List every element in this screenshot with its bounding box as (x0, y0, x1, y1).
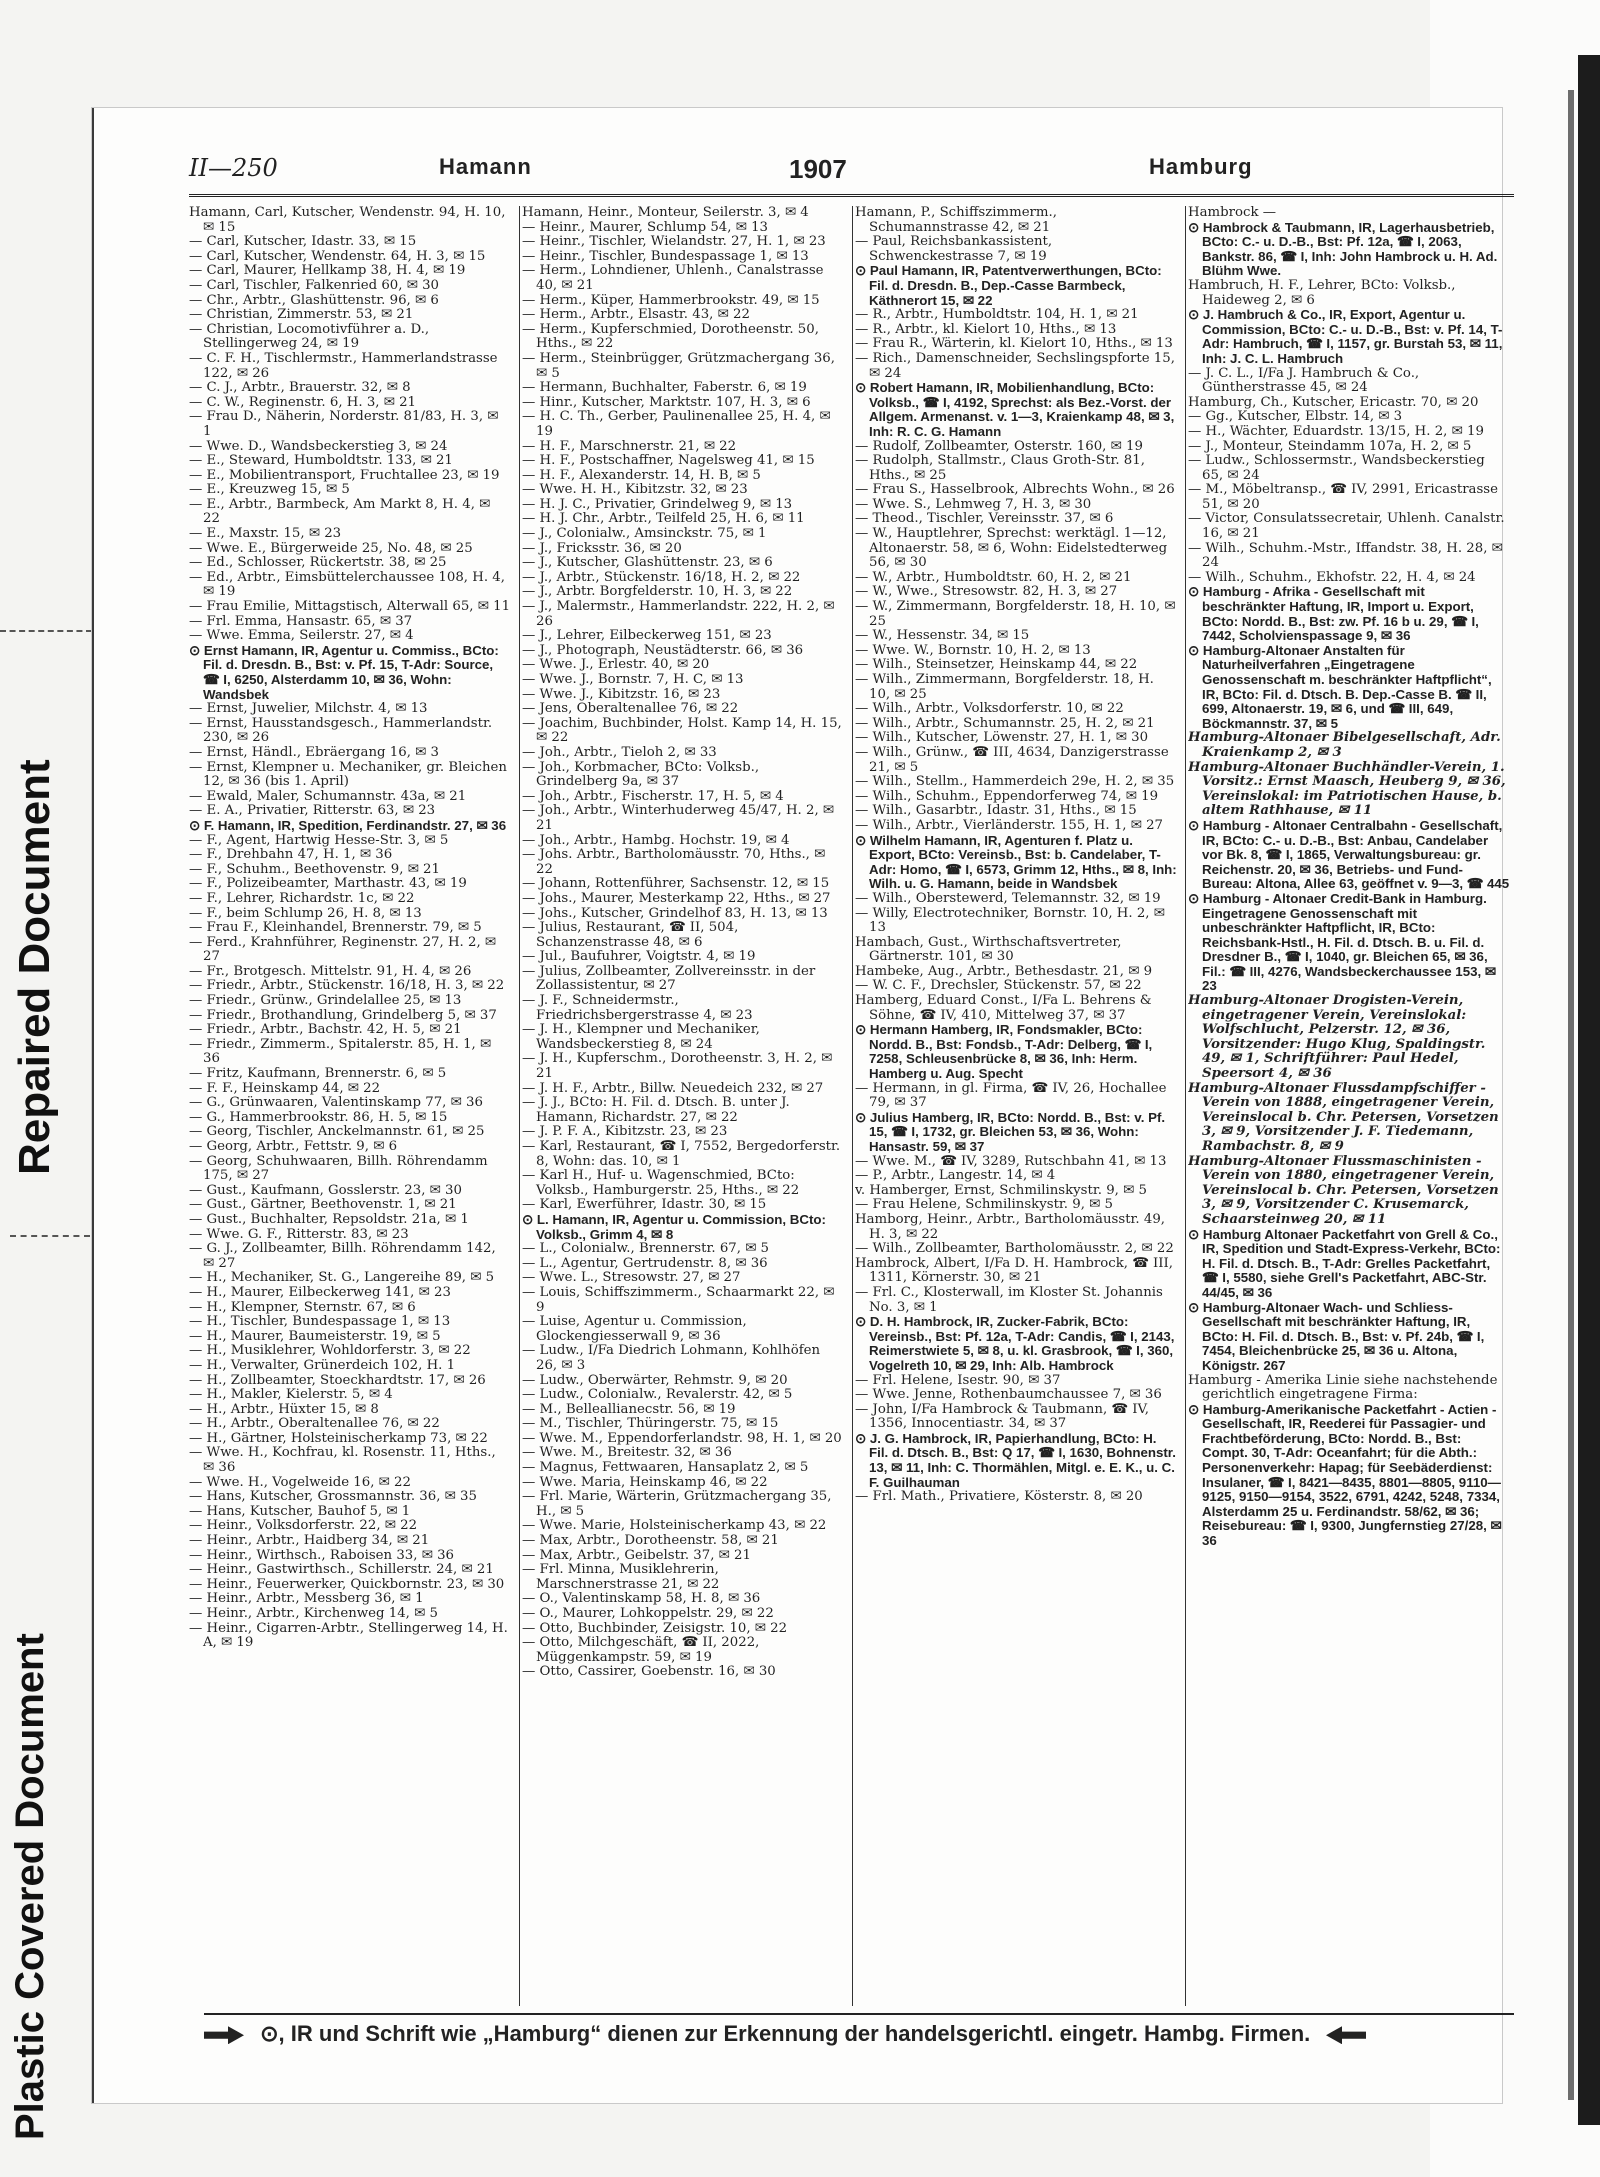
directory-entry: — Fr., Brotgesch. Mittelstr. 91, H. 4, ✉ 26 (189, 963, 472, 979)
directory-entry: Hamann, P., Schiffszimmerm., Schumannstrasse 42, ✉ 21 (855, 206, 1057, 235)
directory-entry: — Friedr., Zimmerm., Spitalerstr. 85, H. 1, ✉ 36 (189, 1036, 492, 1067)
directory-entry: ⊙ Hamburg-Amerikanische Packetfahrt - Actien - Gesellschaft, IR, Reederei für Passagier- und Frachtbeförderung, BCto: Nordd. B., Bst: Compt. 30, T-Adr: Oceanfahrt; für die Abth.: Personenverkehr: Hapag; für Seebäderdienst: Insulaner, ☎ I, 8421—8435, 8801—8805, 9110—9125, 9150—9154, 3522, 6791, 4242, 5248, 7334, Alsterdamm 25 u. Ferdinandstr. 58/62, ✉ 36; Reisebureau: ☎ I, 9300, Jungfernstieg 27/28, ✉ 36 (1188, 1401, 1502, 1549)
directory-entry: — Fritz, Kaufmann, Brennerstr. 6, ✉ 5 (189, 1066, 447, 1082)
directory-entry: — Johs., Maurer, Mesterkamp 22, Hths., ✉ 27 (522, 890, 831, 906)
directory-entry: — Friedr., Arbtr., Bachstr. 42, H. 5, ✉ 21 (189, 1022, 462, 1038)
directory-entry: — Gg., Kutscher, Elbstr. 14, ✉ 3 (1188, 409, 1403, 425)
directory-entry: — H. F., Alexanderstr. 14, H. B, ✉ 5 (522, 467, 761, 483)
directory-entry: — Wwe. Emma, Seilerstr. 27, ✉ 4 (189, 628, 414, 644)
directory-entry: — J., Malermstr., Hammerlandstr. 222, H. 2, ✉ 26 (522, 599, 835, 629)
directory-entry: — Wilh., Arbtr., Vierländerstr. 155, H. 1, ✉ 27 (855, 817, 1164, 833)
directory-entry: — Wilh., Arbtr., Schumannstr. 25, H. 2, ✉ 21 (855, 715, 1155, 731)
directory-entry: — Ewald, Maler, Schumannstr. 43a, ✉ 21 (189, 788, 467, 804)
directory-entry: — Julius, Restaurant, ☎ II, 504, Schanzenstrasse 48, ✉ 6 (522, 920, 739, 950)
directory-entry: — Wwe. M., Breitestr. 32, ✉ 36 (522, 1445, 732, 1461)
directory-entry: — Johs. Arbtr., Bartholomäusstr. 70, Hths., ✉ 22 (522, 847, 826, 877)
directory-entry: — E. A., Privatier, Ritterstr. 63, ✉ 23 (189, 803, 436, 819)
directory-entry: — Wwe. M., ☎ IV, 3289, Rutschbahn 41, ✉ 13 (855, 1153, 1167, 1169)
directory-entry: — J., Colonialw., Amsinckstr. 75, ✉ 1 (522, 526, 767, 542)
directory-entry: — J., Lehrer, Eilbeckerweg 151, ✉ 23 (522, 628, 772, 644)
directory-entry: — W. C. F., Drechsler, Stückenstr. 57, ✉ 22 (855, 978, 1142, 994)
directory-entry: — M., Belleallianecstr. 56, ✉ 19 (522, 1401, 736, 1417)
directory-entry: — Wilh., Oberstewerd, Telemannstr. 32, ✉ 19 (855, 890, 1161, 906)
directory-entry: — F., Schuhm., Beethovenstr. 9, ✉ 21 (189, 861, 440, 877)
directory-entry: Hamborg, Heinr., Arbtr., Bartholomäusstr. 49, H. 3, ✉ 22 (855, 1211, 1166, 1242)
directory-entry: — Heinr., Arbtr., Messberg 36, ✉ 1 (189, 1591, 424, 1607)
directory-entry: — J., Fricksstr. 36, ✉ 20 (522, 540, 682, 556)
page-footer (204, 2013, 1514, 2061)
directory-entry: — Christian, Zimmerstr. 53, ✉ 21 (189, 307, 414, 323)
directory-entry: — Magnus, Fettwaaren, Hansaplatz 2, ✉ 5 (522, 1460, 809, 1476)
directory-entry: — L., Colonialw., Brennerstr. 67, ✉ 5 (522, 1241, 770, 1257)
directory-entry: — Hermann, in gl. Firma, ☎ IV, 26, Hochallee 79, ✉ 37 (855, 1080, 1167, 1111)
directory-entry: v. Hamberger, Ernst, Schmilinskystr. 9, ✉ 5 (855, 1182, 1147, 1198)
directory-entry: — Ludw., Oberwärter, Rehmstr. 9, ✉ 20 (522, 1372, 788, 1388)
directory-entry: Hamburg-Altonaer Flussdampfschiffer - Verein von 1888, eingetragener Verein, Vereinslocal b. Chr. Petersen, Vorsetzen 3, ✉ 9, Vorsitzender J. F. Tiedemann, Rambachstr. 8, ✉ 9 (1188, 1080, 1499, 1154)
directory-entry: ⊙ Robert Hamann, IR, Mobilienhandlung, BCto: Volksb., ☎ I, 4192, Sprechst: als Bez.-Vorst. der Allgem. Armenanst. v. 1—3, Kraienkamp 48, ✉ 3, Inh: R. C. G. Hamann (855, 380, 1175, 439)
directory-entry: — Joachim, Buchbinder, Holst. Kamp 14, H. 15, ✉ 22 (522, 715, 842, 746)
directory-entry: — Wilh., Steinsetzer, Heinskamp 44, ✉ 22 (855, 657, 1138, 673)
directory-entry: — Frl. Helene, Isestr. 90, ✉ 37 (855, 1372, 1061, 1388)
directory-entry: — Frau Helene, Schmilinskystr. 9, ✉ 5 (855, 1197, 1113, 1213)
directory-entry: — Wwe. M., Eppendorferlandstr. 98, H. 1, ✉ 20 (522, 1430, 842, 1446)
directory-entry: — Wwe. L., Stresowstr. 27, ✉ 27 (522, 1270, 741, 1286)
directory-entry: — Wilh., Schuhm.-Mstr., Iffandstr. 38, H. 28, ✉ 24 (1188, 540, 1503, 571)
directory-entry: — J. C. L., I/Fa J. Hambruch & Co., Güntherstrasse 45, ✉ 24 (1188, 365, 1420, 396)
directory-entry: — Heinr., Wirthsch., Raboisen 33, ✉ 36 (189, 1547, 455, 1563)
directory-entry: — H., Maurer, Baumeisterstr. 19, ✉ 5 (189, 1328, 441, 1344)
directory-entry: — Wwe. Marie, Holsteinischerkamp 43, ✉ 22 (522, 1518, 827, 1534)
directory-entry: — W., Arbtr., Humboldtstr. 60, H. 2, ✉ 21 (855, 569, 1132, 585)
directory-entry: — J. H., Kupferschm., Dorotheenstr. 3, H. 2, ✉ 21 (522, 1051, 833, 1082)
directory-entry: — Herm., Küper, Hammerbrookstr. 49, ✉ 15 (522, 292, 820, 308)
directory-entry: — Joh., Arbtr., Fischerstr. 17, H. 5, ✉ 4 (522, 788, 784, 804)
directory-entry: Hamburg-Altonaer Drogisten-Verein, eingetragener Verein, Vereinslokal: Wolfschlucht, Pelzerstr. 12, ✉ 36, Vorsitzender: Hugo Klug, Spaldingstr. 49, ✉ 1, Schriftführer: Paul Hedel, Speersort 4, ✉ 36 (1188, 993, 1486, 1082)
pointing-hand-icon (1326, 2026, 1366, 2044)
directory-entry: — Wilh., Zollbeamter, Bartholomäusstr. 2, ✉ 22 (855, 1241, 1174, 1257)
directory-entry: — Ed., Arbtr., Eimsbüttelerchaussee 108, H. 4, ✉ 19 (189, 569, 505, 600)
directory-entry: — Heinr., Arbtr., Kirchenweg 14, ✉ 5 (189, 1606, 438, 1621)
directory-entry: — Wwe. H., Kochfrau, kl. Rosenstr. 11, Hths., ✉ 36 (189, 1445, 496, 1476)
directory-entry: — Frau Emilie, Mittagstisch, Alterwall 65, ✉ 11 (189, 599, 511, 615)
header-name: Hamann (439, 154, 532, 179)
directory-entry: — Rudolph, Stallmstr., Claus Groth-Str. 81, Hths., ✉ 25 (855, 453, 1145, 483)
directory-entry: — Carl, Maurer, Hellkamp 38, H. 4, ✉ 19 (189, 263, 466, 279)
directory-entry: — H. F., Postschaffner, Nagelsweg 41, ✉ 15 (522, 453, 815, 469)
directory-entry: — Frl. Math., Privatiere, Kösterstr. 8, ✉ 20 (855, 1489, 1143, 1505)
cut-line (0, 630, 92, 632)
directory-entry: — Frau S., Hasselbrook, Albrechts Wohn., ✉ 26 (855, 482, 1175, 498)
directory-entry: — E., Arbtr., Barmbeck, Am Markt 8, H. 4, ✉ 22 (189, 496, 491, 527)
directory-entry: — Gust., Buchhalter, Repsoldstr. 21a, ✉ 1 (189, 1211, 469, 1227)
directory-entry: Hamburg-Altonaer Buchhändler-Verein, 1. Vorsitz.: Ernst Maasch, Heuberg 9, ✉ 36, Vereinslokal: im Patriotischen Hause, b. altem Rathhause, ✉ 11 (1188, 759, 1506, 819)
directory-entry: — Wilh., Zimmermann, Borgfelderstr. 18, H. 10, ✉ 25 (855, 672, 1154, 702)
directory-entry: — Herm., Lohndiener, Uhlenh., Canalstrasse 40, ✉ 21 (522, 263, 824, 293)
column-1 (189, 206, 511, 2006)
directory-entry: — W., Zimmermann, Borgfelderstr. 18, H. 10, ✉ 25 (855, 599, 1176, 629)
directory-entry: — Julius, Zollbeamter, Zollvereinsstr. in der Zollassistentur, ✉ 27 (522, 963, 816, 994)
directory-entry: — F., beim Schlump 26, H. 8, ✉ 13 (189, 905, 422, 921)
directory-entry: — Joh., Arbtr., Hambg. Hochstr. 19, ✉ 4 (522, 832, 790, 848)
directory-entry: — H., Makler, Kielerstr. 5, ✉ 4 (189, 1387, 393, 1403)
directory-entry: — Heinr., Arbtr., Haidberg 34, ✉ 21 (189, 1533, 430, 1549)
directory-entry: — Wwe. J., Bornstr. 7, H. C, ✉ 13 (522, 672, 744, 687)
directory-entry: — Heinr., Feuerwerker, Quickbornstr. 23, ✉ 30 (189, 1576, 505, 1592)
directory-entry: ⊙ J. Hambruch & Co., IR, Export, Agentur u. Commission, BCto: C.- u. D.-B., Bst: v. Pf. 14, T-Adr: Hambruch, ☎ I, 1157, gr. Burstah 53, ✉ 11, Inh: J. C. L. Hambruch (1188, 307, 1503, 366)
directory-entry: — Otto, Milchgeschäft, ☎ II, 2022, Müggenkampstr. 59, ✉ 19 (522, 1635, 760, 1665)
directory-entry: — Wilh., Gasarbtr., Idastr. 31, Hths., ✉ 15 (855, 803, 1137, 819)
directory-entry: — Joh., Arbtr., Tieloh 2, ✉ 33 (522, 744, 717, 760)
directory-entry: — F., Agent, Hartwig Hesse-Str. 3, ✉ 5 (189, 832, 449, 848)
directory-entry: — C. W., Reginenstr. 6, H. 3, ✉ 21 (189, 394, 417, 410)
directory-entry: — H., Tischler, Bundespassage 1, ✉ 13 (189, 1314, 451, 1330)
directory-entry: Hamburg-Altonaer Bibelgesellschaft, Adr. Kraienkamp 2, ✉ 3 (1188, 730, 1501, 760)
directory-entry: — Jens, Oberaltenallee 76, ✉ 22 (522, 701, 739, 717)
directory-entry: — Friedr., Grünw., Grindelallee 25, ✉ 13 (189, 993, 462, 1009)
directory-entry: — Louis, Schiffszimmerm., Schaarmarkt 22, ✉ 9 (522, 1284, 835, 1315)
repaired-document-label: Repaired Document (10, 759, 59, 1175)
directory-entry: — H., Mechaniker, St. G., Langereihe 89, ✉ 5 (189, 1270, 495, 1286)
directory-entry: ⊙ Hamburg-Altonaer Wach- und Schliess-Gesellschaft mit beschränkter Haftung, IR, BCto: H. Fil. d. Dtsch. B., Bst: v. Pf. 24b, ☎ I, 7454, Bleichenbrücke 25, ✉ 36 u. Altona, Königstr. 267 (1188, 1299, 1485, 1373)
directory-entry: Hambeke, Aug., Arbtr., Bethesdastr. 21, ✉ 9 (855, 963, 1153, 979)
directory-entry: — R., Arbtr., Humboldtstr. 104, H. 1, ✉ 21 (855, 307, 1139, 323)
directory-entry: ⊙ Hamburg-Altonaer Anstalten für Naturheilverfahren „Eingetragene Genossenschaft m. beschränkter Haftpflicht“, IR, BCto: Fil. d. Dtsch. B. Dep.-Casse B. ☎ II, 699, Altonaerstr. 19, ✉ 6, und ☎ III, 649, Böckmannstr. 37, ✉ 5 (1188, 642, 1492, 731)
directory-entry: — J., Kutscher, Glashüttenstr. 23, ✉ 6 (522, 555, 773, 571)
directory-entry: ⊙ Hamburg Altonaer Packetfahrt von Grell & Co., IR, Spedition und Stadt-Express-Verkehr, BCto: H. Fil. d. Dtsch. B., T-Adr: Grelles Packetfahrt, ☎ I, 5580, siehe Grell's Packetfahrt, ABC-Str. 44/45, ✉ 36 (1188, 1226, 1501, 1300)
directory-entry: — Friedr., Arbtr., Stückenstr. 16/18, H. 3, ✉ 22 (189, 978, 505, 994)
directory-entry: — Otto, Buchbinder, Zeisigstr. 10, ✉ 22 (522, 1620, 788, 1636)
header-year: 1907 (789, 154, 847, 184)
directory-entry: — Chr., Arbtr., Glashüttenstr. 96, ✉ 6 (189, 292, 439, 308)
directory-entry: ⊙ Hamburg - Afrika - Gesellschaft mit beschränkter Haftung, IR, Import u. Export, BCto: Nordd. B., Bst: zw. Pf. 16 b u. 29, ☎ I, 7442, Scholvienspassage 9, ✉ 36 (1188, 584, 1479, 644)
directory-entry: — Karl, Restaurant, ☎ I, 7552, Bergedorferstr. 8, Wohn: das. 10, ✉ 1 (522, 1139, 841, 1169)
directory-entry: — H., Arbtr., Oberaltenallee 76, ✉ 22 (189, 1416, 440, 1432)
directory-entry: — Frl. Marie, Wärterin, Grützmachergang 35, H., ✉ 5 (522, 1489, 832, 1519)
directory-entry: ⊙ L. Hamann, IR, Agentur u. Commission, BCto: Volksb., Grimm 4, ✉ 8 (522, 1211, 826, 1242)
directory-entry: — J. J., BCto: H. Fil. d. Dtsch. B. unter J. Hamann, Richardstr. 27, ✉ 22 (522, 1095, 790, 1125)
directory-entry: — Wwe. D., Wandsbeckerstieg 3, ✉ 24 (189, 438, 448, 454)
directory-entry: — Wwe. Maria, Heinskamp 46, ✉ 22 (522, 1474, 768, 1490)
directory-entry: — Wilh., Grünw., ☎ III, 4634, Danzigerstrasse 21, ✉ 5 (855, 744, 1169, 775)
column-3 (855, 206, 1177, 2006)
directory-entry: — Ernst, Hausstandsgesch., Hammerlandstr. 230, ✉ 26 (189, 715, 493, 746)
directory-entry: — Karl, Ewerführer, Idastr. 30, ✉ 15 (522, 1197, 767, 1213)
directory-entry: — Frl. C., Klosterwall, im Kloster St. Johannis No. 3, ✉ 1 (855, 1284, 1163, 1315)
cut-line-2 (10, 1235, 90, 1237)
directory-entry: — H. J. Chr., Arbtr., Teilfeld 25, H. 6, ✉ 11 (522, 511, 805, 527)
directory-entry: — E., Maxstr. 15, ✉ 23 (189, 526, 342, 542)
directory-entry: — Wilh., Arbtr., Volksdorferstr. 10, ✉ 22 (855, 701, 1124, 717)
directory-entry: — J., Arbtr. Borgfelderstr. 10, H. 3, ✉ 22 (522, 584, 793, 600)
directory-entry: — G., Hammerbrookstr. 86, H. 5, ✉ 15 (189, 1109, 448, 1125)
column-2 (522, 206, 844, 2006)
directory-entry: Hamberg, Eduard Const., I/Fa L. Behrens & Söhne, ☎ IV, 410, Mittelweg 37, ✉ 37 (855, 993, 1152, 1023)
directory-entry: ⊙ Hamburg - Altonaer Credit-Bank in Hamburg. Eingetragene Genossenschaft mit unbeschränkter Haftpflicht, IR, BCto: Reichsbank-Hstl., H. Fil. d. Dtsch. B. u. Fil. d. Dresdner B., ☎ I, 1040, gr. Bleichen 65, ✉ 36, Fil.: ☎ III, 4276, Wandsbeckerchaussee 153, ✉ 23 (1188, 890, 1497, 994)
directory-entry: — Heinr., Cigarren-Arbtr., Stellingerweg 14, H. A, ✉ 19 (189, 1620, 508, 1651)
directory-entry: — Wilh., Schuhm., Eppendorferweg 74, ✉ 19 (855, 788, 1159, 804)
directory-entry: — Wwe. W., Bornstr. 10, H. 2, ✉ 13 (855, 642, 1091, 658)
directory-entry: — Hans, Kutscher, Bauhof 5, ✉ 1 (189, 1503, 411, 1519)
directory-entry: — H., Klempner, Sternstr. 67, ✉ 6 (189, 1299, 416, 1315)
directory-entry: — Wwe. G. F., Ritterstr. 83, ✉ 23 (189, 1226, 409, 1242)
directory-page (92, 108, 1510, 2103)
directory-entry: — W., Hessenstr. 34, ✉ 15 (855, 628, 1030, 644)
directory-entry: — Georg, Arbtr., Fettstr. 9, ✉ 6 (189, 1139, 398, 1154)
directory-entry: — Gust., Kaufmann, Gosslerstr. 23, ✉ 30 (189, 1182, 462, 1198)
directory-entry: — H., Maurer, Eilbeckerweg 141, ✉ 23 (189, 1284, 451, 1300)
directory-entry: Hamann, Heinr., Monteur, Seilerstr. 3, ✉ 4 (522, 206, 809, 220)
directory-entry: Hambruch, H. F., Lehrer, BCto: Volksb., Haideweg 2, ✉ 6 (1188, 277, 1456, 308)
directory-entry: — Wwe. Jenne, Rothenbaumchaussee 7, ✉ 36 (855, 1387, 1162, 1403)
directory-entry: — Carl, Tischler, Falkenried 60, ✉ 30 (189, 277, 439, 293)
plastic-covered-label: Plastic Covered Document (8, 1633, 52, 2140)
directory-entry: — G. J., Zollbeamter, Billh. Röhrendamm 142, ✉ 27 (189, 1241, 496, 1271)
directory-entry: — Ernst, Händl., Ebräergang 16, ✉ 3 (189, 744, 439, 760)
pointing-hand-icon (204, 2026, 244, 2044)
directory-entry: — Rudolf, Zollbeamter, Osterstr. 160, ✉ 19 (855, 438, 1143, 454)
directory-entry: — M., Tischler, Thüringerstr. 75, ✉ 15 (522, 1416, 779, 1432)
directory-entry: — Wwe. J., Kibitzstr. 16, ✉ 23 (522, 686, 721, 702)
directory-entry: — Ferd., Krahnführer, Reginenstr. 27, H. 2, ✉ 27 (189, 934, 497, 965)
directory-entry: — H. J. C., Privatier, Grindelweg 9, ✉ 13 (522, 496, 793, 512)
dark-edge-band (1578, 55, 1600, 2125)
directory-entry: — Paul, Reichsbankassistent, Schwenckestrasse 7, ✉ 19 (855, 234, 1053, 264)
directory-entry: ⊙ Ernst Hamann, IR, Agentur u. Commiss., BCto: Fil. d. Dresdn. B., Bst: v. Pf. 15, T-Adr: Source, ☎ I, 6250, Alsterdamm 10, ✉ 36, Wohn: Wandsbek (189, 642, 499, 702)
directory-entry: Hambrock, Albert, I/Fa D. H. Hambrock, ☎ III, 1311, Körnerstr. 30, ✉ 21 (855, 1255, 1173, 1286)
directory-entry: ⊙ Hamburg - Altonaer Centralbahn - Gesellschaft, IR, BCto: C.- u. D.-B., Bst: Anbau, Candelaber vor Bk. 8, ☎ I, 1865, Verwaltungsbureau: gr. Reichenstr. 20, ✉ 36, Betriebs- und Fund-Bureau: Altona, Allee 63, geöffnet v. 9—3, ☎ 445 (1188, 817, 1510, 892)
directory-entry: — Wilh., Kutscher, Löwenstr. 27, H. 1, ✉ 30 (855, 730, 1149, 746)
directory-entry: — Heinr., Gastwirthsch., Schillerstr. 24, ✉ 21 (189, 1562, 494, 1578)
directory-entry: — Wilh., Stellm., Hammerdeich 29e, H. 2, ✉ 35 (855, 774, 1175, 790)
spine-shadow (1568, 90, 1574, 2100)
directory-entry: Hamann, Carl, Kutscher, Wendenstr. 94, H. 10, ✉ 15 (189, 206, 506, 235)
directory-entry: — Karl H., Huf- u. Wagenschmied, BCto: Volksb., Hamburgerstr. 25, Hths., ✉ 22 (522, 1168, 800, 1198)
directory-entry: — G., Grünwaaren, Valentinskamp 77, ✉ 36 (189, 1095, 483, 1111)
directory-entry: — F., Drehbahn 47, H. 1, ✉ 36 (189, 847, 393, 863)
directory-entry: — F., Lehrer, Richardstr. 1c, ✉ 22 (189, 890, 415, 906)
directory-entry: — Victor, Consulatssecretair, Uhlenh. Canalstr. 16, ✉ 21 (1188, 511, 1505, 542)
directory-entry: — Rich., Damenschneider, Sechslingspforte 15, ✉ 24 (855, 350, 1175, 381)
directory-entry: — O., Maurer, Lohkoppelstr. 29, ✉ 22 (522, 1606, 774, 1621)
directory-entry: — Wwe. H. H., Kibitzstr. 32, ✉ 23 (522, 482, 748, 498)
directory-entry: — Ernst, Juwelier, Milchstr. 4, ✉ 13 (189, 701, 428, 717)
directory-entry: — C. F. H., Tischlermstr., Hammerlandstrasse 122, ✉ 26 (189, 350, 498, 381)
directory-entry: — Georg, Schuhwaaren, Billh. Röhrendamm 175, ✉ 27 (189, 1153, 488, 1184)
directory-entry: — Hermann, Buchhalter, Faberstr. 6, ✉ 19 (522, 380, 807, 396)
directory-entry: — F., Polizeibeamter, Marthastr. 43, ✉ 19 (189, 876, 467, 892)
directory-entry: — Ludw., Schlossermstr., Wandsbeckerstieg 65, ✉ 24 (1188, 453, 1485, 483)
directory-entry: — C. J., Arbtr., Brauerstr. 32, ✉ 8 (189, 380, 411, 396)
directory-entry: — Frl. Emma, Hansastr. 65, ✉ 37 (189, 613, 413, 629)
directory-entry: Hamburg, Ch., Kutscher, Ericastr. 70, ✉ 20 (1188, 394, 1479, 410)
directory-entry: — Max, Arbtr., Dorotheenstr. 58, ✉ 21 (522, 1533, 779, 1549)
directory-entry: Hamburg-Altonaer Flussmaschinisten - Verein von 1880, eingetragener Verein, Vereinslocal b. Chr. Petersen, Vorsetzen 3, ✉ 9, Vorsitzender C. Krusemarck, Schaarsteinweg 20, ✉ 11 (1188, 1153, 1499, 1227)
directory-entry: — Friedr., Brothandlung, Grindelberg 5, ✉ 37 (189, 1007, 497, 1023)
directory-entry: ⊙ Wilhelm Hamann, IR, Agenturen f. Platz u. Export, BCto: Vereinsb., Bst: b. Candelaber, T-Adr: Homo, ☎ I, 6573, Grimm 12, Hths., ✉ 8, Inh: Wilh. u. G. Hamann, beide in Wandsbek (855, 832, 1177, 892)
directory-entry: — Willy, Electrotechniker, Bornstr. 10, H. 2, ✉ 13 (855, 905, 1165, 936)
page-header (189, 148, 1514, 197)
directory-entry: — Max, Arbtr., Geibelstr. 37, ✉ 21 (522, 1547, 751, 1563)
directory-entry: ⊙ Paul Hamann, IR, Patentverwerthungen, BCto: Fil. d. Dresdn. B., Dep.-Casse Barmbeck, Käthnerort 15, ✉ 22 (855, 263, 1162, 308)
directory-entry: ⊙ J. G. Hambrock, IR, Papierhandlung, BCto: H. Fil. d. Dtsch. B., Bst: Q 17, ☎ I, 1630, Bohnenstr. 13, ✉ 11, Inh: C. Thormählen, Mitgl. e. E. K., u. C. F. Guilhauman (855, 1430, 1176, 1490)
directory-entry: — Ed., Schlosser, Rückertstr. 38, ✉ 25 (189, 555, 447, 571)
directory-entry: — Wwe. E., Bürgerweide 25, No. 48, ✉ 25 (189, 540, 473, 556)
directory-entry: — Herm., Arbtr., Elsastr. 43, ✉ 22 (522, 307, 750, 323)
directory-entry: — Johs., Kutscher, Grindelhof 83, H. 13, ✉ 13 (522, 905, 828, 921)
directory-entry: — Wwe. J., Erlestr. 40, ✉ 20 (522, 657, 710, 673)
directory-entry: — J. F., Schneidermstr., Friedrichsbergerstrasse 4, ✉ 23 (522, 993, 753, 1023)
directory-entry: — John, I/Fa Hambrock & Taubmann, ☎ IV, 1356, Innocentiastr. 34, ✉ 37 (855, 1401, 1149, 1432)
directory-entry: — H., Musiklehrer, Wohldorferstr. 3, ✉ 22 (189, 1343, 471, 1359)
side-label-area (0, 0, 92, 2177)
directory-entry: — P., Arbtr., Langestr. 14, ✉ 4 (855, 1168, 1056, 1184)
directory-entry: — H., Gärtner, Holsteinischerkamp 73, ✉ 22 (189, 1430, 488, 1446)
directory-entry: — Jul., Baufuhrer, Voigtstr. 4, ✉ 19 (522, 949, 756, 965)
directory-entry: — Johann, Rottenführer, Sachsenstr. 12, ✉ 15 (522, 876, 830, 892)
directory-entry: — J. H., Klempner und Mechaniker, Wandsbeckerstieg 8, ✉ 24 (522, 1022, 760, 1052)
directory-entry: — Joh., Korbmacher, BCto: Volksb., Grindelberg 9a, ✉ 37 (522, 759, 760, 790)
directory-entry: — Otto, Cassirer, Goebenstr. 16, ✉ 30 (522, 1664, 776, 1680)
directory-entry: ⊙ Hermann Hamberg, IR, Fondsmakler, BCto: Nordd. B., Bst: Fondsb., T-Adr: Delberg, ☎ I, 7258, Schleusenbrücke 8, ✉ 36, Inh: Herm. Hamberg u. Aug. Specht (855, 1022, 1153, 1082)
directory-entry: — Ludw., I/Fa Diedrich Lohmann, Kohlhöfen 26, ✉ 3 (522, 1343, 821, 1373)
directory-entry: — Heinr., Maurer, Schlump 54, ✉ 13 (522, 219, 769, 235)
directory-entry: — H., Verwalter, Grünerdeich 102, H. 1 (189, 1357, 456, 1373)
directory-entry: — W., Wwe., Stresowstr. 82, H. 3, ✉ 27 (855, 584, 1118, 600)
directory-entry: — Wwe. S., Lehmweg 7, H. 3, ✉ 30 (855, 496, 1092, 512)
directory-entry: — Herm., Steinbrügger, Grützmachergang 36, ✉ 5 (522, 350, 835, 381)
directory-entry: — H. F., Marschnerstr. 21, ✉ 22 (522, 438, 737, 454)
directory-entry: — J. P. F. A., Kibitzstr. 23, ✉ 23 (522, 1124, 728, 1140)
directory-entry: — Heinr., Volksdorferstr. 22, ✉ 22 (189, 1518, 418, 1534)
directory-entry: — Heinr., Tischler, Wielandstr. 27, H. 1, ✉ 23 (522, 234, 826, 250)
directory-entry: — Theod., Tischler, Vereinsstr. 37, ✉ 6 (855, 511, 1114, 527)
directory-entry: Hambrock — (1188, 206, 1277, 220)
directory-entry: — O., Valentinskamp 58, H. 8, ✉ 36 (522, 1591, 761, 1607)
directory-entry: — H., Wächter, Eduardstr. 13/15, H. 2, ✉ 19 (1188, 423, 1484, 439)
directory-entry: — Ernst, Klempner u. Mechaniker, gr. Bleichen 12, ✉ 36 (bis 1. April) (189, 759, 507, 790)
directory-entry: — H. C. Th., Gerber, Paulinenallee 25, H. 4, ✉ 19 (522, 409, 831, 439)
directory-entry: — Frl. Minna, Musiklehrerin, Marschnerstrasse 21, ✉ 22 (522, 1562, 720, 1592)
directory-entry: — Wilh., Schuhm., Ekhofstr. 22, H. 4, ✉ 24 (1188, 569, 1476, 585)
directory-entry: — L., Agentur, Gertrudenstr. 8, ✉ 36 (522, 1255, 768, 1271)
directory-entry: ⊙ F. Hamann, IR, Spedition, Ferdinandstr. 27, ✉ 36 (189, 817, 507, 833)
directory-entry: — Joh., Arbtr., Winterhuderweg 45/47, H. 2, ✉ 21 (522, 803, 835, 833)
directory-entry: — Hans, Kutscher, Grossmannstr. 36, ✉ 35 (189, 1489, 477, 1505)
directory-entry: — Hinr., Kutscher, Marktstr. 107, H. 3, ✉ 6 (522, 394, 811, 410)
directory-entry: — J. H. F., Arbtr., Billw. Neuedeich 232, ✉ 27 (522, 1080, 824, 1096)
directory-entry: — W., Hauptlehrer, Sprechst: werktägl. 1—12, Altonaerstr. 58, ✉ 6, Wohn: Eidelstedterweg 56, ✉ 30 (855, 526, 1168, 571)
directory-entry: — Heinr., Tischler, Bundespassage 1, ✉ 13 (522, 248, 809, 264)
columns (189, 206, 1519, 2006)
header-city: Hamburg (1149, 154, 1253, 179)
directory-entry: — J., Photograph, Neustädterstr. 66, ✉ 36 (522, 642, 804, 658)
directory-entry: — Ludw., Colonialw., Revalerstr. 42, ✉ 5 (522, 1387, 793, 1403)
directory-entry: — E., Kreuzweg 15, ✉ 5 (189, 482, 350, 498)
directory-entry: — F. F., Heinskamp 44, ✉ 22 (189, 1080, 381, 1096)
column-4 (1188, 206, 1510, 2006)
directory-entry: — Christian, Locomotivführer a. D., Stellingerweg 24, ✉ 19 (189, 321, 430, 352)
directory-entry: — Frau F., Kleinhandel, Brennerstr. 79, ✉ 5 (189, 920, 482, 936)
directory-entry: — J., Arbtr., Stückenstr. 16/18, H. 2, ✉ 22 (522, 569, 801, 585)
directory-entry: — Luise, Agentur u. Commission, Glockengiesserwall 9, ✉ 36 (522, 1314, 747, 1344)
directory-entry: ⊙ D. H. Hambrock, IR, Zucker-Fabrik, BCto: Vereinsb., Bst: Pf. 12a, T-Adr: Candis, ☎ I, 2143, Reimerstwiete 5, ✉ 8, u. kl. Grasbrook, ☎ I, 360, Vogelreth 10, ✉ 29, Inh: Alb. Hambrock (855, 1314, 1175, 1373)
directory-entry: — M., Möbeltransp., ☎ IV, 2991, Ericastrasse 51, ✉ 20 (1188, 482, 1499, 512)
directory-entry: — H., Zollbeamter, Stoeckhardtstr. 17, ✉ 26 (189, 1372, 486, 1388)
directory-entry: — Gust., Gärtner, Beethovenstr. 1, ✉ 21 (189, 1197, 457, 1213)
directory-entry: — J., Monteur, Steindamm 107a, H. 2, ✉ 5 (1188, 438, 1472, 454)
directory-entry: ⊙ Julius Hamberg, IR, BCto: Nordd. B., Bst: v. Pf. 15, ☎ I, 1732, gr. Bleichen 53, ✉ 36, Wohn: Hansastr. 59, ✉ 37 (855, 1109, 1166, 1154)
directory-entry: — Carl, Kutscher, Idastr. 33, ✉ 15 (189, 234, 417, 250)
directory-entry: — Frau R., Wärterin, kl. Kielort 10, Hths., ✉ 13 (855, 336, 1173, 352)
page-number: II—250 (189, 154, 278, 182)
directory-entry: ⊙ Hambrock & Taubmann, IR, Lagerhausbetrieb, BCto: C.- u. D.-B., Bst: Pf. 12a, ☎ I, 2063, Bankstr. 86, ☎ I, Inh: John Hambrock u. H. Ad. Blühm Wwe. (1188, 219, 1498, 279)
directory-entry: — Frau D., Näherin, Norderstr. 81/83, H. 3, ✉ 1 (189, 409, 499, 439)
directory-entry: — Georg, Tischler, Anckelmannstr. 61, ✉ 25 (189, 1124, 485, 1140)
directory-entry: — E., Mobilientransport, Fruchtallee 23, ✉ 19 (189, 467, 500, 483)
directory-entry: — Herm., Kupferschmied, Dorotheenstr. 50, Hths., ✉ 22 (522, 321, 819, 352)
footer-text: ⊙, IR und Schrift wie „Hamburg“ dienen zur Erkennung der handelsgerichtl. eingetr. Hambg. Firmen. (260, 2021, 1311, 2046)
directory-entry: — Wwe. H., Vogelweide 16, ✉ 22 (189, 1474, 411, 1490)
directory-entry: — Carl, Kutscher, Wendenstr. 64, H. 3, ✉ 15 (189, 248, 486, 264)
directory-entry: — H., Arbtr., Hüxter 15, ✉ 8 (189, 1401, 379, 1417)
directory-entry: — R., Arbtr., kl. Kielort 10, Hths., ✉ 13 (855, 321, 1117, 337)
directory-entry: Hamburg - Amerika Linie siehe nachstehende gerichtlich eingetragene Firma: (1188, 1372, 1498, 1403)
directory-entry: Hambach, Gust., Wirthschaftsvertreter, Gärtnerstr. 101, ✉ 30 (855, 934, 1122, 965)
directory-entry: — E., Steward, Humboldtstr. 133, ✉ 21 (189, 453, 453, 469)
